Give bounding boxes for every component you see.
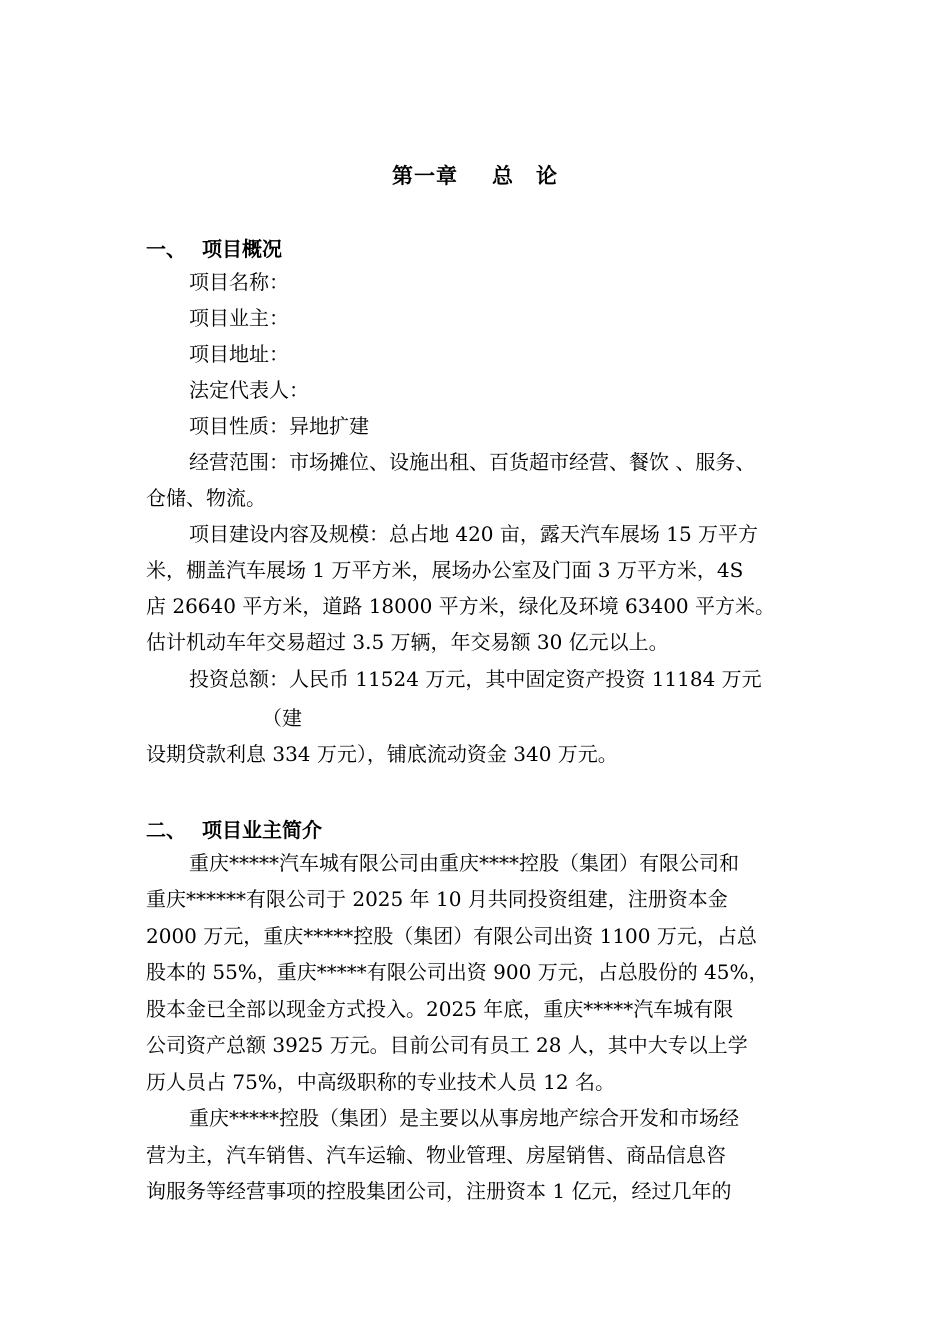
paragraph-line: 营为主，汽车销售、汽车运输、物业管理、房屋销售、商品信息咨 — [146, 1143, 726, 1167]
paragraph-line: 项目性质：异地扩建 — [189, 414, 369, 438]
paragraph-line: 设期贷款利息 334 万元），铺底流动资金 340 万元。 — [146, 742, 618, 766]
paragraph-line: 重庆******有限公司于 2025 年 10 月共同投资组建，注册资本金 — [146, 887, 728, 911]
paragraph-line: 估计机动车年交易超过 3.5 万辆，年交易额 30 亿元以上。 — [146, 630, 669, 654]
paragraph-line: 历人员占 75%，中高级职称的专业技术人员 12 名。 — [146, 1070, 615, 1094]
paragraph-line: 米，棚盖汽车展场 1 万平方米，展场办公室及门面 3 万平方米，4S — [146, 558, 744, 582]
paragraph-line: 公司资产总额 3925 万元。目前公司有员工 28 人，其中大专以上学 — [146, 1033, 748, 1057]
paragraph-line: 店 26640 平方米，道路 18000 平方米，绿化及环境 63400 平方米。 — [146, 594, 776, 618]
section-number: 一、 — [146, 237, 186, 261]
paragraph-line: （建 — [262, 706, 302, 730]
paragraph-line: 2000 万元，重庆*****控股（集团）有限公司出资 1100 万元，占总 — [146, 924, 757, 948]
section-heading-overview — [146, 233, 282, 262]
chapter-name: 总 论 — [492, 163, 558, 188]
paragraph-line: 项目业主： — [189, 306, 289, 330]
paragraph-line: 重庆*****控股（集团）是主要以从事房地产综合开发和市场经 — [189, 1106, 739, 1130]
paragraph-line: 项目建设内容及规模：总占地 420 亩，露天汽车展场 15 万平方 — [189, 522, 759, 546]
chapter-title — [0, 160, 950, 190]
paragraph-line: 投资总额：人民币 11524 万元，其中固定资产投资 11184 万元 — [189, 667, 762, 691]
section-number: 二、 — [146, 818, 186, 842]
paragraph-line: 股本的 55%，重庆*****有限公司出资 900 万元，占总股份的 45%， — [146, 960, 769, 984]
section-heading-owner — [146, 814, 322, 843]
paragraph-line: 法定代表人： — [189, 378, 309, 402]
paragraph-line: 股本金已全部以现金方式投入。2025 年底，重庆*****汽车城有限 — [146, 997, 734, 1021]
paragraph-line: 重庆*****汽车城有限公司由重庆****控股（集团）有限公司和 — [189, 851, 739, 875]
paragraph-line: 仓储、物流。 — [146, 486, 266, 510]
paragraph-line: 询服务等经营事项的控股集团公司，注册资本 1 亿元，经过几年的 — [146, 1179, 732, 1203]
chapter-number: 第一章 — [392, 163, 458, 188]
paragraph-line: 经营范围：市场摊位、设施出租、百货超市经营、餐饮 、服务、 — [189, 450, 756, 474]
paragraph-line: 项目地址： — [189, 342, 289, 366]
section-title: 项目业主简介 — [202, 818, 322, 842]
paragraph-line: 项目名称： — [189, 270, 289, 294]
section-title: 项目概况 — [202, 237, 282, 261]
